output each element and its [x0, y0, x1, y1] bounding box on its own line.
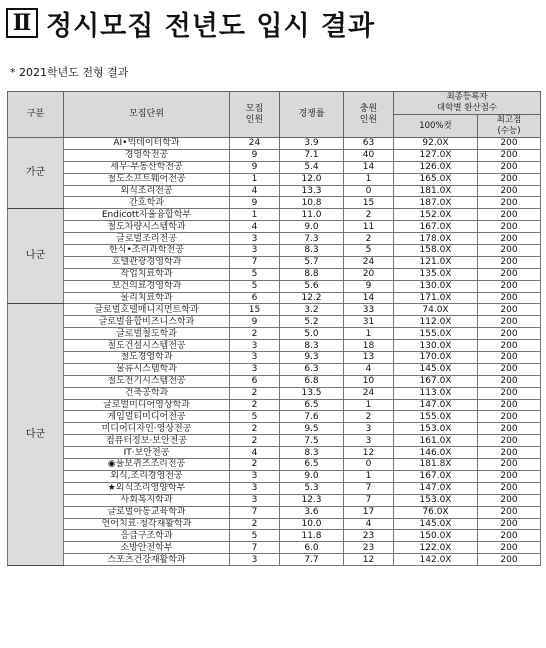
unit-cell: 철도경영학과	[64, 352, 230, 364]
table-row	[8, 542, 541, 554]
extra-cell: 12	[344, 447, 394, 459]
max-cell: 200	[478, 245, 541, 257]
ratio-cell: 7.3	[280, 233, 344, 245]
extra-cell: 24	[344, 387, 394, 399]
cut-cell: 146.0X	[394, 447, 478, 459]
quota-cell: 9	[230, 197, 280, 209]
ratio-cell: 9.0	[280, 221, 344, 233]
quota-cell: 2	[230, 518, 280, 530]
quota-cell: 2	[230, 399, 280, 411]
max-cell: 200	[478, 197, 541, 209]
ratio-cell: 7.7	[280, 554, 344, 566]
max-cell: 200	[478, 268, 541, 280]
extra-cell: 18	[344, 340, 394, 352]
quota-cell: 3	[230, 233, 280, 245]
unit-cell: 미디어디자인·영상전공	[64, 423, 230, 435]
extra-cell: 13	[344, 352, 394, 364]
unit-cell: Endicott자율융합학부	[64, 209, 230, 221]
table-row	[8, 363, 541, 375]
table-row	[8, 482, 541, 494]
ratio-cell: 3.6	[280, 506, 344, 518]
extra-cell: 7	[344, 494, 394, 506]
extra-cell: 10	[344, 375, 394, 387]
max-cell: 200	[478, 506, 541, 518]
cut-cell: 147.0X	[394, 399, 478, 411]
cut-cell: 135.0X	[394, 268, 478, 280]
extra-cell: 0	[344, 459, 394, 471]
extra-cell: 2	[344, 209, 394, 221]
ratio-cell: 6.3	[280, 363, 344, 375]
extra-cell: 1	[344, 399, 394, 411]
quota-cell: 9	[230, 149, 280, 161]
unit-cell: 한식•조리과학전공	[64, 245, 230, 257]
cut-cell: 126.0X	[394, 161, 478, 173]
quota-cell: 9	[230, 316, 280, 328]
quota-cell: 3	[230, 494, 280, 506]
cut-cell: 165.0X	[394, 173, 478, 185]
table-row	[8, 268, 541, 280]
unit-cell: 경영학전공	[64, 149, 230, 161]
max-cell: 200	[478, 149, 541, 161]
quota-cell: 2	[230, 435, 280, 447]
unit-cell: 외식,조리경영전공	[64, 470, 230, 482]
ratio-cell: 6.8	[280, 375, 344, 387]
table-row	[8, 435, 541, 447]
table-row	[8, 280, 541, 292]
ratio-cell: 7.6	[280, 411, 344, 423]
unit-cell: 철도건설시스템전공	[64, 340, 230, 352]
quota-cell: 7	[230, 256, 280, 268]
max-cell: 200	[478, 221, 541, 233]
max-cell: 200	[478, 138, 541, 150]
extra-cell: 1	[344, 470, 394, 482]
max-cell: 200	[478, 280, 541, 292]
ratio-cell: 8.3	[280, 340, 344, 352]
max-cell: 200	[478, 209, 541, 221]
extra-cell: 4	[344, 363, 394, 375]
extra-cell: 23	[344, 530, 394, 542]
table-row	[8, 494, 541, 506]
max-cell: 200	[478, 542, 541, 554]
cut-cell: 187.0X	[394, 197, 478, 209]
ratio-cell: 5.0	[280, 328, 344, 340]
quota-cell: 3	[230, 482, 280, 494]
unit-cell: 철도전기시스템전공	[64, 375, 230, 387]
max-cell: 200	[478, 375, 541, 387]
max-cell: 200	[478, 459, 541, 471]
ratio-cell: 13.5	[280, 387, 344, 399]
quota-cell: 24	[230, 138, 280, 150]
max-cell: 200	[478, 554, 541, 566]
ratio-cell: 13.3	[280, 185, 344, 197]
cut-cell: 145.0X	[394, 363, 478, 375]
quota-cell: 7	[230, 542, 280, 554]
quota-cell: 9	[230, 161, 280, 173]
unit-cell: 호텔관광경영학과	[64, 256, 230, 268]
max-cell: 200	[478, 387, 541, 399]
header-unit: 모집단위	[64, 92, 230, 138]
cut-cell: 161.0X	[394, 435, 478, 447]
max-cell: 200	[478, 233, 541, 245]
cut-cell: 122.0X	[394, 542, 478, 554]
extra-cell: 1	[344, 173, 394, 185]
table-row	[8, 221, 541, 233]
table-row	[8, 209, 541, 221]
cut-cell: 127.0X	[394, 149, 478, 161]
cut-cell: 121.0X	[394, 256, 478, 268]
unit-cell: 언어치료·청각재활학과	[64, 518, 230, 530]
quota-cell: 6	[230, 375, 280, 387]
cut-cell: 113.0X	[394, 387, 478, 399]
table-row	[8, 292, 541, 304]
max-cell: 200	[478, 411, 541, 423]
ratio-cell: 12.0	[280, 173, 344, 185]
quota-cell: 3	[230, 554, 280, 566]
unit-cell: 건축공학과	[64, 387, 230, 399]
max-cell: 200	[478, 435, 541, 447]
cut-cell: 92.0X	[394, 138, 478, 150]
extra-cell: 12	[344, 554, 394, 566]
header-group: 구분	[8, 92, 64, 138]
cut-cell: 76.0X	[394, 506, 478, 518]
max-cell: 200	[478, 423, 541, 435]
cut-cell: 142.0X	[394, 554, 478, 566]
cut-cell: 167.0X	[394, 221, 478, 233]
table-row	[8, 470, 541, 482]
table-row	[8, 447, 541, 459]
quota-cell: 5	[230, 268, 280, 280]
max-cell: 200	[478, 399, 541, 411]
table-row	[8, 197, 541, 209]
unit-cell: 글로벌철도학과	[64, 328, 230, 340]
extra-cell: 14	[344, 292, 394, 304]
group-label: 가군	[8, 138, 64, 209]
table-row	[8, 316, 541, 328]
quota-cell: 3	[230, 363, 280, 375]
header-quota: 모집 인원	[230, 92, 280, 138]
extra-cell: 9	[344, 280, 394, 292]
table-row	[8, 530, 541, 542]
ratio-cell: 6.5	[280, 399, 344, 411]
quota-cell: 2	[230, 387, 280, 399]
unit-cell: 컴퓨터정보·보안전공	[64, 435, 230, 447]
unit-cell: 글로벌미디어영상학과	[64, 399, 230, 411]
extra-cell: 7	[344, 482, 394, 494]
table-row	[8, 185, 541, 197]
extra-cell: 17	[344, 506, 394, 518]
unit-cell: 철도차량시스템학과	[64, 221, 230, 233]
cut-cell: 170.0X	[394, 352, 478, 364]
cut-cell: 181.0X	[394, 185, 478, 197]
max-cell: 200	[478, 328, 541, 340]
table-row	[8, 233, 541, 245]
cut-cell: 130.0X	[394, 280, 478, 292]
subtitle: * 2021학년도 전형 결과	[10, 66, 129, 79]
ratio-cell: 10.0	[280, 518, 344, 530]
max-cell: 200	[478, 447, 541, 459]
quota-cell: 2	[230, 328, 280, 340]
ratio-cell: 12.3	[280, 494, 344, 506]
unit-cell: AI•빅데이터학과	[64, 138, 230, 150]
cut-cell: 155.0X	[394, 328, 478, 340]
quota-cell: 3	[230, 352, 280, 364]
quota-cell: 3	[230, 470, 280, 482]
extra-cell: 14	[344, 161, 394, 173]
ratio-cell: 9.0	[280, 470, 344, 482]
unit-cell: 글로벌조리전공	[64, 233, 230, 245]
max-cell: 200	[478, 292, 541, 304]
extra-cell: 1	[344, 328, 394, 340]
quota-cell: 4	[230, 221, 280, 233]
cut-cell: 181.8X	[394, 459, 478, 471]
quota-cell: 7	[230, 506, 280, 518]
table-row	[8, 304, 541, 316]
quota-cell: 5	[230, 530, 280, 542]
quota-cell: 5	[230, 411, 280, 423]
table-row	[8, 506, 541, 518]
page-title: 정시모집 전년도 입시 결과	[46, 10, 376, 42]
extra-cell: 23	[344, 542, 394, 554]
table-row	[8, 256, 541, 268]
unit-cell: 물리치료학과	[64, 292, 230, 304]
unit-cell: 물류시스템학과	[64, 363, 230, 375]
table-row	[8, 387, 541, 399]
quota-cell: 3	[230, 340, 280, 352]
table-row	[8, 518, 541, 530]
cut-cell: 158.0X	[394, 245, 478, 257]
table-row	[8, 173, 541, 185]
cut-cell: 153.0X	[394, 423, 478, 435]
extra-cell: 11	[344, 221, 394, 233]
cut-cell: 155.0X	[394, 411, 478, 423]
unit-cell: 간호학과	[64, 197, 230, 209]
group-label: 나군	[8, 209, 64, 304]
ratio-cell: 8.3	[280, 447, 344, 459]
cut-cell: 74.0X	[394, 304, 478, 316]
max-cell: 200	[478, 494, 541, 506]
quota-cell: 1	[230, 209, 280, 221]
table-row	[8, 328, 541, 340]
table-row	[8, 340, 541, 352]
unit-cell: ★외식조리영양학부	[64, 482, 230, 494]
table-body	[8, 138, 541, 566]
max-cell: 200	[478, 316, 541, 328]
table-row	[8, 554, 541, 566]
extra-cell: 15	[344, 197, 394, 209]
table-row	[8, 161, 541, 173]
extra-cell: 24	[344, 256, 394, 268]
table-row	[8, 411, 541, 423]
unit-cell: 소방안전학부	[64, 542, 230, 554]
unit-cell: 응급구조학과	[64, 530, 230, 542]
ratio-cell: 10.8	[280, 197, 344, 209]
max-cell: 200	[478, 518, 541, 530]
cut-cell: 130.0X	[394, 340, 478, 352]
extra-cell: 20	[344, 268, 394, 280]
page-header	[6, 4, 375, 42]
extra-cell: 3	[344, 423, 394, 435]
cut-cell: 178.0X	[394, 233, 478, 245]
header-cut-100: 100%컷	[394, 115, 478, 138]
ratio-cell: 5.3	[280, 482, 344, 494]
header-ratio: 경쟁률	[280, 92, 344, 138]
max-cell: 200	[478, 256, 541, 268]
header-max-score: 최고점 (수능)	[478, 115, 541, 138]
ratio-cell: 6.5	[280, 459, 344, 471]
results-table	[7, 91, 541, 566]
table-row	[8, 423, 541, 435]
unit-cell: 글로벌융합비즈니스학과	[64, 316, 230, 328]
extra-cell: 40	[344, 149, 394, 161]
cut-cell: 150.0X	[394, 530, 478, 542]
ratio-cell: 11.8	[280, 530, 344, 542]
cut-cell: 147.0X	[394, 482, 478, 494]
cut-cell: 153.0X	[394, 494, 478, 506]
quota-cell: 4	[230, 185, 280, 197]
ratio-cell: 3.2	[280, 304, 344, 316]
table-row	[8, 149, 541, 161]
extra-cell: 3	[344, 435, 394, 447]
max-cell: 200	[478, 185, 541, 197]
ratio-cell: 9.5	[280, 423, 344, 435]
ratio-cell: 11.0	[280, 209, 344, 221]
table-row	[8, 245, 541, 257]
section-numeral: Ⅱ	[6, 8, 38, 38]
max-cell: 200	[478, 530, 541, 542]
ratio-cell: 6.0	[280, 542, 344, 554]
extra-cell: 63	[344, 138, 394, 150]
quota-cell: 15	[230, 304, 280, 316]
ratio-cell: 8.3	[280, 245, 344, 257]
cut-cell: 112.0X	[394, 316, 478, 328]
ratio-cell: 7.1	[280, 149, 344, 161]
quota-cell: 1	[230, 173, 280, 185]
unit-cell: 철도소프트웨어전공	[64, 173, 230, 185]
unit-cell: IT·보안전공	[64, 447, 230, 459]
quota-cell: 2	[230, 459, 280, 471]
table-row	[8, 459, 541, 471]
unit-cell: 스포츠건강재활학과	[64, 554, 230, 566]
max-cell: 200	[478, 173, 541, 185]
group-label: 다군	[8, 304, 64, 566]
unit-cell: 게임멀티미디어전공	[64, 411, 230, 423]
extra-cell: 2	[344, 233, 394, 245]
unit-cell: 사회복지학과	[64, 494, 230, 506]
header-extra: 충원 인원	[344, 92, 394, 138]
cut-cell: 171.0X	[394, 292, 478, 304]
ratio-cell: 5.2	[280, 316, 344, 328]
quota-cell: 6	[230, 292, 280, 304]
cut-cell: 167.0X	[394, 375, 478, 387]
max-cell: 200	[478, 482, 541, 494]
unit-cell: 세무·부동산학전공	[64, 161, 230, 173]
quota-cell: 4	[230, 447, 280, 459]
ratio-cell: 12.2	[280, 292, 344, 304]
table-row	[8, 138, 541, 150]
max-cell: 200	[478, 340, 541, 352]
unit-cell: 글로벌호텔매니지먼트학과	[64, 304, 230, 316]
max-cell: 200	[478, 470, 541, 482]
cut-cell: 145.0X	[394, 518, 478, 530]
extra-cell: 31	[344, 316, 394, 328]
extra-cell: 0	[344, 185, 394, 197]
ratio-cell: 5.6	[280, 280, 344, 292]
ratio-cell: 5.4	[280, 161, 344, 173]
extra-cell: 4	[344, 518, 394, 530]
max-cell: 200	[478, 161, 541, 173]
extra-cell: 5	[344, 245, 394, 257]
extra-cell: 33	[344, 304, 394, 316]
unit-cell: 보건의료경영학과	[64, 280, 230, 292]
unit-cell: 작업치료학과	[64, 268, 230, 280]
ratio-cell: 7.5	[280, 435, 344, 447]
quota-cell: 5	[230, 280, 280, 292]
unit-cell: ◉풀보퀴즈조리전공	[64, 459, 230, 471]
unit-cell: 글로벌아동교육학과	[64, 506, 230, 518]
quota-cell: 2	[230, 423, 280, 435]
ratio-cell: 8.8	[280, 268, 344, 280]
quota-cell: 3	[230, 245, 280, 257]
cut-cell: 152.0X	[394, 209, 478, 221]
ratio-cell: 5.7	[280, 256, 344, 268]
max-cell: 200	[478, 352, 541, 364]
ratio-cell: 9.3	[280, 352, 344, 364]
table-row	[8, 352, 541, 364]
extra-cell: 2	[344, 411, 394, 423]
max-cell: 200	[478, 304, 541, 316]
header-final-score: 최종등록자 대학별 환산점수	[394, 92, 541, 115]
ratio-cell: 3.9	[280, 138, 344, 150]
table-row	[8, 375, 541, 387]
max-cell: 200	[478, 363, 541, 375]
table-row	[8, 399, 541, 411]
cut-cell: 167.0X	[394, 470, 478, 482]
unit-cell: 외식조리전공	[64, 185, 230, 197]
